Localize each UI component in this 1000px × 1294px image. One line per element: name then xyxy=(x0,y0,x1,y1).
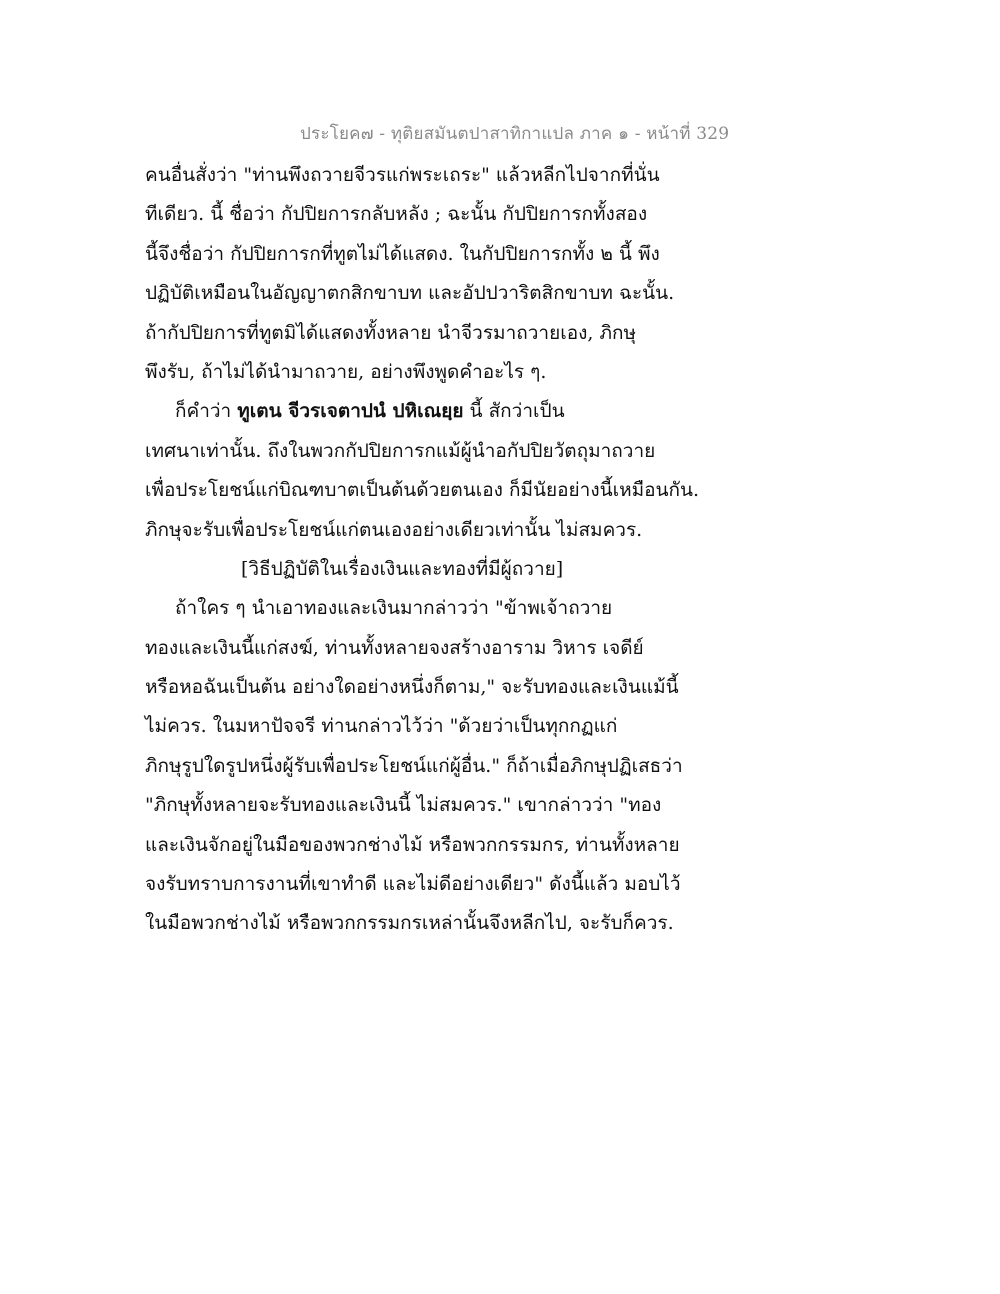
text-line: และเงินจักอยู่ในมือของพวกช่างไม้ หรือพวกกรรมกร, ท่านทั้งหลาย xyxy=(145,833,680,856)
text-line: เพื่อประโยชน์แก่บิณฑบาตเป็นต้นด้วยตนเอง ก็มีนัยอย่างนี้เหมือนกัน. xyxy=(145,479,700,502)
section-heading: [วิธีปฏิบัติในเรื่องเงินและทองที่มีผู้ถวาย] xyxy=(241,557,564,580)
text-line: ถ้าใคร ๆ นำเอาทองและเงินมากล่าวว่า "ข้าพเจ้าถวาย xyxy=(175,597,613,620)
text-line: ทีเดียว. นี้ ชื่อว่า กัปปิยการกลับหลัง ; ฉะนั้น กัปปิยการกทั้งสอง xyxy=(145,203,648,226)
running-header: ประโยค๗ - ทุติยสมันตปาสาทิกาแปล ภาค ๑ - หน้าที่ 329 xyxy=(300,124,730,144)
text-line: นี้จึงชื่อว่า กัปปิยการกที่ทูตไม่ได้แสดง. ในกัปปิยการกทั้ง ๒ นี้ พึง xyxy=(145,242,660,265)
pali-term: ทูเตน จีวรเจตาปนํ ปหิเณยฺย xyxy=(237,400,464,423)
text-line: คนอื่นสั่งว่า "ท่านพึงถวายจีวรแก่พระเถระ" แล้วหลีกไปจากที่นั่น xyxy=(145,164,660,186)
body-text xyxy=(145,156,705,944)
text-suffix: นี้ สักว่าเป็น xyxy=(463,400,565,423)
text-line: ไม่ควร. ในมหาปัจจรี ท่านกล่าวไว้ว่า "ด้วยว่าเป็นทุกกฏแก่ xyxy=(145,715,618,738)
text-line: พึงรับ, ถ้าไม่ได้นำมาถวาย, อย่างพึงพูดคำอะไร ๆ. xyxy=(145,360,547,383)
text-line: ทองและเงินนี้แก่สงฆ์, ท่านทั้งหลายจงสร้างอาราม วิหาร เจดีย์ xyxy=(145,636,644,659)
text-line: หรือหอฉันเป็นต้น อย่างใดอย่างหนึ่งก็ตาม," จะรับทองและเงินแม้นี้ xyxy=(145,676,679,699)
text-line: ภิกษุจะรับเพื่อประโยชน์แก่ตนเองอย่างเดียวเท่านั้น ไม่สมควร. xyxy=(145,518,643,541)
text-line-with-bold-term xyxy=(145,392,705,431)
text-line: ถ้ากัปปิยการที่ทูตมิได้แสดงทั้งหลาย นำจีวรมาถวายเอง, ภิกษุ xyxy=(145,321,637,344)
text-line: จงรับทราบการงานที่เขาทำดี และไม่ดีอย่างเดียว" ดังนี้แล้ว มอบไว้ xyxy=(145,873,681,896)
text-line: ภิกษุรูปใดรูปหนึ่งผู้รับเพื่อประโยชน์แก่ผู้อื่น." ก็ถ้าเมื่อภิกษุปฏิเสธว่า xyxy=(145,754,683,777)
text-line: ในมือพวกช่างไม้ หรือพวกกรรมกรเหล่านั้นจึงหลีกไป, จะรับก็ควร. xyxy=(145,912,674,935)
text-line: เทศนาเท่านั้น. ถึงในพวกกัปปิยการกแม้ผู้นำอกัปปิยวัตถุมาถวาย xyxy=(145,439,656,462)
text-line: "ภิกษุทั้งหลายจะรับทองและเงินนี้ ไม่สมควร." เขากล่าวว่า "ทอง xyxy=(145,794,662,817)
text-prefix: ก็คำว่า xyxy=(175,400,238,423)
text-line: ปฏิบัติเหมือนในอัญญาตกสิกขาบท และอัปปวาริตสิกขาบท ฉะนั้น. xyxy=(145,282,675,305)
